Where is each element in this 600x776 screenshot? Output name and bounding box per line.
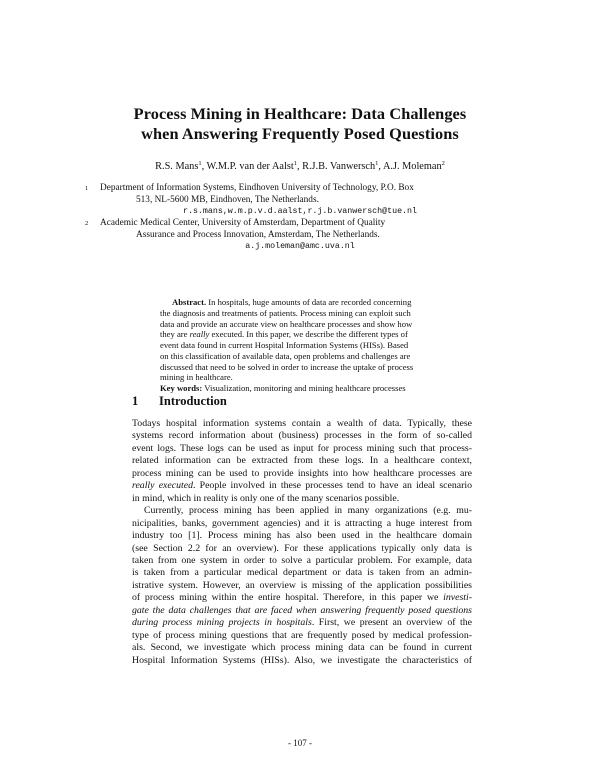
abstract-text: discussed that need to be solved in order to increase the uptake of process	[160, 361, 414, 372]
body-line: industry too [1]. Process mining has also been used in the healthcare domain	[132, 530, 472, 542]
body-line: in mind, which in reality is only one of the many scenarios possible.	[132, 492, 400, 504]
body-line: is taken from a particular medical department or data is taken from an admin-	[132, 567, 472, 579]
paper-title	[60, 104, 540, 144]
abstract-text: they are	[160, 329, 190, 340]
body-line: event logs. These logs can be used as input for process mining such that process-	[132, 442, 472, 454]
abstract-text: the diagnosis and treatments of patients. Process mining can exploit such	[160, 307, 411, 318]
author-affil-mark: 2	[441, 160, 445, 167]
abstract-text: In hospitals, huge amounts of data are recorded concerning	[208, 297, 412, 307]
abstract-text: data and provide an accurate view on healthcare processes and show how	[160, 318, 413, 329]
title-line-2: when Answering Frequently Posed Questions	[141, 124, 459, 143]
abstract-emphasis: really	[189, 329, 210, 340]
abstract-text: executed. In this paper, we describe the different types of	[209, 329, 408, 340]
body-emphasis: investi-	[443, 592, 472, 604]
author-affil-mark: 1	[198, 160, 202, 167]
section-title: Introduction	[159, 394, 227, 408]
body-line: process mining can be used to provide insights into how healthcare processes are	[132, 467, 472, 479]
affiliation-1	[85, 183, 500, 218]
keywords-label: Key words:	[160, 383, 203, 393]
section-heading	[132, 394, 227, 409]
abstract-label: Abstract.	[172, 297, 207, 307]
affiliation-line: 513, NL-5600 MB, Eindhoven, The Netherlands.	[136, 194, 319, 205]
affiliation-email: a.j.moleman@amc.uva.nl	[245, 242, 355, 252]
body-line: Hospital Information Systems (HISs). Also, we investigate the characteristics of	[132, 654, 472, 666]
body-emphasis: gate the data challenges that are faced when answering frequently posed questions	[132, 604, 472, 616]
author-name: R.S. Mans	[155, 161, 199, 172]
body-emphasis: during process mining projects in hospitals	[132, 617, 312, 629]
abstract-text: on this classification of available data, open problems and challenges are	[160, 350, 411, 361]
author-affil-mark: 1	[293, 160, 297, 167]
body-line: (see Section 2.2 for an overview). For these applications typically only data is	[132, 542, 472, 554]
page-number: - 107 -	[288, 738, 312, 748]
title-line-1: Process Mining in Healthcare: Data Challenges	[133, 104, 467, 123]
author-name: , W.M.P. van der Aalst	[201, 161, 294, 172]
body-line: systems record information about (business) processes in the form of so-called	[132, 430, 472, 442]
affiliation-mark: 1	[85, 185, 89, 192]
body-line: . People involved in these processes tend to have an ideal scenario	[192, 480, 472, 492]
abstract	[160, 297, 472, 394]
body-line: nicipalities, banks, government agencies) and it is attracting a huge interest from	[132, 517, 472, 529]
body-line: related information can be extracted from these logs. In a healthcare context,	[132, 455, 472, 467]
abstract-text: event data found in current Hospital Information Systems (HISs). Based	[160, 340, 409, 350]
author-name: , A.J. Moleman	[378, 161, 442, 172]
body-line: taken from one system in order to solve a particular problem. For example, data	[132, 554, 472, 566]
body-line: of process mining within the entire hospital. Therefore, in this paper we	[132, 592, 444, 604]
body-line: Currently, process mining has been applied in many organizations (e.g. mu-	[144, 505, 472, 517]
keywords-text: Visualization, monitoring and mining healthcare processes	[204, 383, 406, 393]
affiliation-mark: 2	[85, 220, 89, 227]
affiliation-line: Department of Information Systems, Eindhoven University of Technology, P.O. Box	[100, 183, 414, 193]
body-line: . First, we present an overview of the	[311, 617, 472, 629]
body-line: als. Second, we investigate which process mining data can be found in current	[132, 642, 472, 654]
body-line: Todays hospital information systems contain a wealth of data. Typically, these	[132, 418, 472, 429]
author-affil-mark: 1	[375, 160, 379, 167]
author-name: , R.J.B. Vanwersch	[296, 161, 376, 172]
body-line: istrative system. However, an overview is missing of the application possibilities	[132, 579, 472, 591]
body-emphasis: really executed	[132, 480, 193, 492]
body-text	[132, 418, 472, 667]
author-list	[60, 160, 540, 174]
affiliation-line: Assurance and Process Innovation, Amsterdam, The Netherlands.	[136, 229, 380, 240]
affiliation-2	[85, 218, 500, 253]
affiliation-line: Academic Medical Center, University of Amsterdam, Department of Quality	[100, 218, 386, 228]
body-line: type of process mining questions that are frequently posed by medical profession-	[132, 629, 472, 641]
affiliation-email: r.s.mans,w.m.p.v.d.aalst,r.j.b.vanwersch@tue.nl	[182, 207, 417, 217]
abstract-text: mining in healthcare.	[160, 372, 233, 383]
section-number: 1	[132, 394, 139, 408]
